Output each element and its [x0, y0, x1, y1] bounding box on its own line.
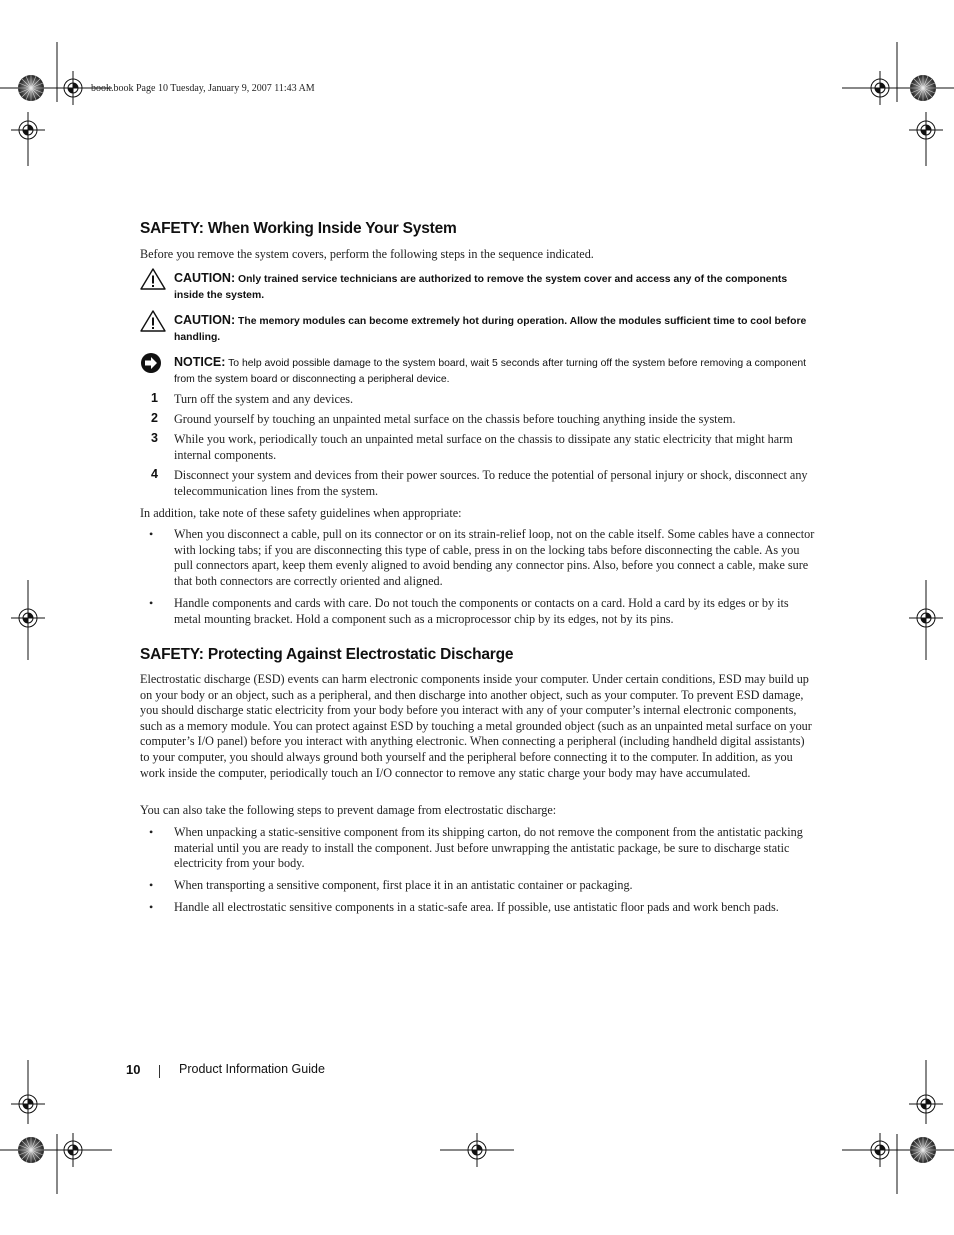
step-number: 3: [151, 431, 158, 445]
caution-note: [174, 313, 814, 345]
list-item: When you disconnect a cable, pull on its connector or on its strain-relief loop, not on the cable itself. Some cables have a connector with locking tabs; if you are disconnecting this type of cable, press in on the locking tabs before disconnecting the cable. As you pull connectors apart, keep them evenly aligned to avoid bending any connector pins. Also, before you connect a cable, make sure that both connectors are correctly oriented and aligned.: [174, 527, 815, 588]
step-text: Ground yourself by touching an unpainted metal surface on the chassis before touching anything inside the system.: [174, 412, 736, 426]
notice-label: NOTICE:: [174, 355, 226, 369]
step-number: 1: [151, 391, 158, 405]
caution-label: CAUTION:: [174, 313, 236, 327]
bullet-marker: •: [149, 878, 154, 892]
notice-text: To help avoid possible damage to the system board, wait 5 seconds after turning off the system before removing a component from the system board or disconnecting a peripheral device.: [174, 358, 807, 385]
caution-label: CAUTION:: [174, 271, 236, 285]
section-intro: Before you remove the system covers, perform the following steps in the sequence indicated.: [140, 247, 594, 261]
slug-line: book.book Page 10 Tuesday, January 9, 2007 11:43 AM: [91, 83, 315, 94]
esd-intro: Electrostatic discharge (ESD) events can harm electronic components inside your computer. Under certain conditions, ESD may build up on your body or an object, such as a peripheral, and then discharge into another object, such as your computer. To prevent ESD damage, you should discharge static electricity from your body before you interact with any of your computer’s internal electronic components, such as a memory module. You can protect against ESD by touching a metal grounded object (such as an unpainted metal surface on your computer’s I/O panel) before you interact with anything electronic. When connecting a peripheral (including handheld digital assistants) to your computer, you should always ground both yourself and the peripheral before connecting it to the computer. In addition, as you work inside the computer, periodically touch an I/O connector to remove any static charge your body may have accumulated.: [140, 672, 812, 780]
caution-text: The memory modules can become extremely hot during operation. Allow the modules sufficient time to cool before handling.: [174, 316, 807, 343]
notice-note: [174, 355, 814, 387]
list-item: Handle all electrostatic sensitive components in a static-safe area. If possible, use antistatic floor pads and work bench pads.: [174, 900, 779, 914]
bullet-marker: •: [149, 900, 154, 914]
step-text: While you work, periodically touch an unpainted metal surface on the chassis to dissipate any static electricity that might harm internal components.: [174, 432, 793, 462]
esd-steps-intro: You can also take the following steps to prevent damage from electrostatic discharge:: [140, 803, 557, 817]
section-heading-esd: SAFETY: Protecting Against Electrostatic Discharge: [140, 646, 514, 663]
footer-divider: [159, 1065, 160, 1078]
footer-title: Product Information Guide: [179, 1062, 325, 1076]
section-heading-working-inside: SAFETY: When Working Inside Your System: [140, 220, 457, 237]
notice-arrow-icon: [140, 352, 162, 374]
bullet-marker: •: [149, 527, 154, 541]
list-item: When transporting a sensitive component, first place it in an antistatic container or packaging.: [174, 878, 633, 892]
caution-note: [174, 271, 814, 303]
page-number: 10: [126, 1062, 141, 1077]
step-text: Turn off the system and any devices.: [174, 392, 354, 406]
step-number: 2: [151, 411, 158, 425]
guidelines-intro: In addition, take note of these safety guidelines when appropriate:: [140, 506, 462, 520]
list-item: When unpacking a static-sensitive component from its shipping carton, do not remove the component from the antistatic packing material until you are ready to install the component. Just before unwrapping the antistatic package, be sure to discharge static electricity from your body.: [174, 825, 803, 871]
step-number: 4: [151, 467, 158, 481]
step-text: Disconnect your system and devices from their power sources. To reduce the potential of personal injury or shock, disconnect any telecommunication lines from the system.: [174, 468, 808, 498]
caution-triangle-icon: [140, 268, 166, 290]
bullet-marker: •: [149, 825, 154, 839]
bullet-marker: •: [149, 596, 154, 610]
list-item: Handle components and cards with care. Do not touch the components or contacts on a card. Hold a card by its edges or by its metal mounting bracket. Hold a component such as a microprocessor chip by its edges, not by its pins.: [174, 596, 789, 626]
caution-text: Only trained service technicians are authorized to remove the system cover and access any of the components inside the system.: [174, 274, 788, 301]
caution-triangle-icon: [140, 310, 166, 332]
